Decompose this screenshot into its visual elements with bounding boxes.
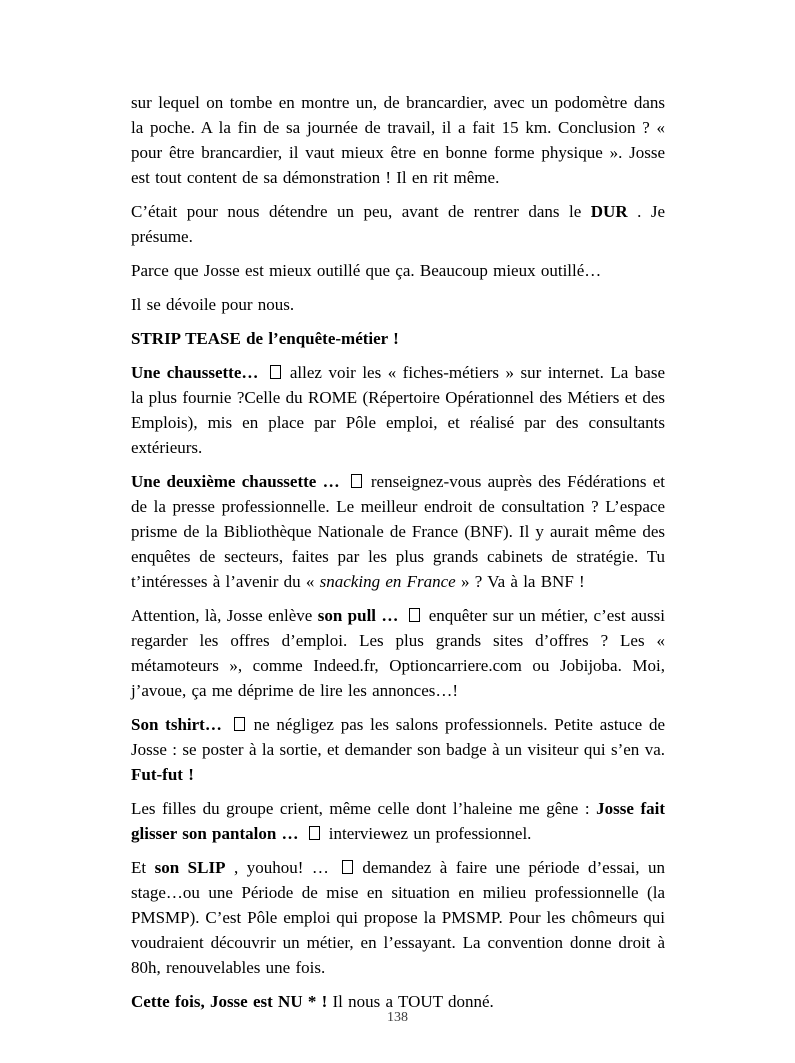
text-run: interviewez un professionnel. <box>328 824 532 843</box>
text-run <box>299 824 304 843</box>
text-run: Attention, là, Josse enlève <box>131 606 318 625</box>
text-run: son pull … <box>317 606 399 625</box>
text-run: renseignez-vous auprès des Fédérations et de la presse professionnelle. Le meilleur endroit de consultation ? L’espace prisme de la Bibliothèque Nationale de France (BNF). Il y aurait même des enquêtes de secteurs, faites par les plus grands cabinets de stratégie. Tu t’intéresses à l’avenir du « <box>131 472 665 591</box>
text-run <box>258 363 265 382</box>
text-run <box>340 472 346 491</box>
text-run: Une deuxième chaussette … <box>131 472 340 491</box>
paragraph-1 <box>131 90 665 190</box>
text-run: allez voir les « fiches-métiers » sur internet. La base la plus fournie ?Celle du ROME (Répertoire Opérationnel des Métiers et des Emplois), mis en place par Pôle emploi, et réalisé par des consultants extérieurs. <box>131 363 665 457</box>
text-run: , youhou! … <box>225 858 338 877</box>
missing-glyph-box-icon <box>342 860 353 874</box>
text-run: Et <box>131 858 155 877</box>
page-number: 138 <box>387 1010 408 1025</box>
text-run: Il se dévoile pour nous. <box>131 295 295 314</box>
text-run: Fut-fut ! <box>131 765 194 784</box>
paragraph-4 <box>131 292 665 317</box>
paragraph-3 <box>131 258 665 283</box>
text-run: DUR <box>590 202 628 221</box>
text-run <box>222 715 229 734</box>
document-text-block <box>131 90 665 1023</box>
paragraph-5 <box>131 326 665 351</box>
text-run: Il nous a TOUT donné. <box>327 992 494 1011</box>
missing-glyph-box-icon <box>351 474 362 488</box>
text-run: STRIP TEASE de l’enquête-métier ! <box>131 329 399 348</box>
missing-glyph-box-icon <box>309 826 320 840</box>
text-run: Josse fait glisser son pantalon … <box>131 799 665 843</box>
paragraph-9 <box>131 712 665 787</box>
text-run <box>398 606 403 625</box>
missing-glyph-box-icon <box>234 717 245 731</box>
paragraph-10 <box>131 796 665 846</box>
text-run: . Je présume. <box>131 202 665 246</box>
text-run: Parce que Josse est mieux outillé que ça. Beaucoup mieux outillé… <box>131 261 602 280</box>
text-run: C’était pour nous détendre un peu, avant de rentrer dans le <box>131 202 591 221</box>
missing-glyph-box-icon <box>409 608 420 622</box>
text-run: demandez à faire une période d’essai, un stage…ou une Période de mise en situation en milieu professionnelle (la PMSMP). C’est Pôle emploi qui propose la PMSMP. Pour les chômeurs qui voudraient découvrir un métier, en l’essayant. La convention donne droit à 80h, renouvelables une fois. <box>131 858 665 977</box>
text-run: sur lequel on tombe en montre un, de brancardier, avec un podomètre dans la poche. A la fin de sa journée de travail, il a fait 15 km. Conclusion ? « pour être brancardier, il vaut mieux être en bonne forme physique ». Josse est tout content de sa démonstration ! Il en rit même. <box>131 93 665 187</box>
text-run: snacking en France <box>319 572 456 591</box>
text-run: Cette fois, Josse est NU * ! <box>131 992 328 1011</box>
text-run: ne négligez pas les salons professionnels. Petite astuce de Josse : se poster à la sortie, et demander son badge à un visiteur qui s’en va. <box>131 715 665 759</box>
text-run: Une chaussette… <box>131 363 259 382</box>
paragraph-2 <box>131 199 665 249</box>
paragraph-8 <box>131 603 665 703</box>
paragraph-11 <box>131 855 665 980</box>
missing-glyph-box-icon <box>270 365 281 379</box>
text-run: Son tshirt… <box>131 715 222 734</box>
text-run: » ? Va à la BNF ! <box>455 572 585 591</box>
text-run: enquêter sur un métier, c’est aussi regarder les offres d’emploi. Les plus grands sites d’offres ? Les « métamoteurs », comme Indeed.fr, Optioncarriere.com ou Jobijoba. Moi, j’avoue, ça me déprime de lire les annonces…! <box>131 606 665 700</box>
text-run: Les filles du groupe crient, même celle dont l’haleine me gêne : <box>131 799 597 818</box>
text-run: son SLIP <box>154 858 226 877</box>
paragraph-7 <box>131 469 665 594</box>
paragraph-6 <box>131 360 665 460</box>
